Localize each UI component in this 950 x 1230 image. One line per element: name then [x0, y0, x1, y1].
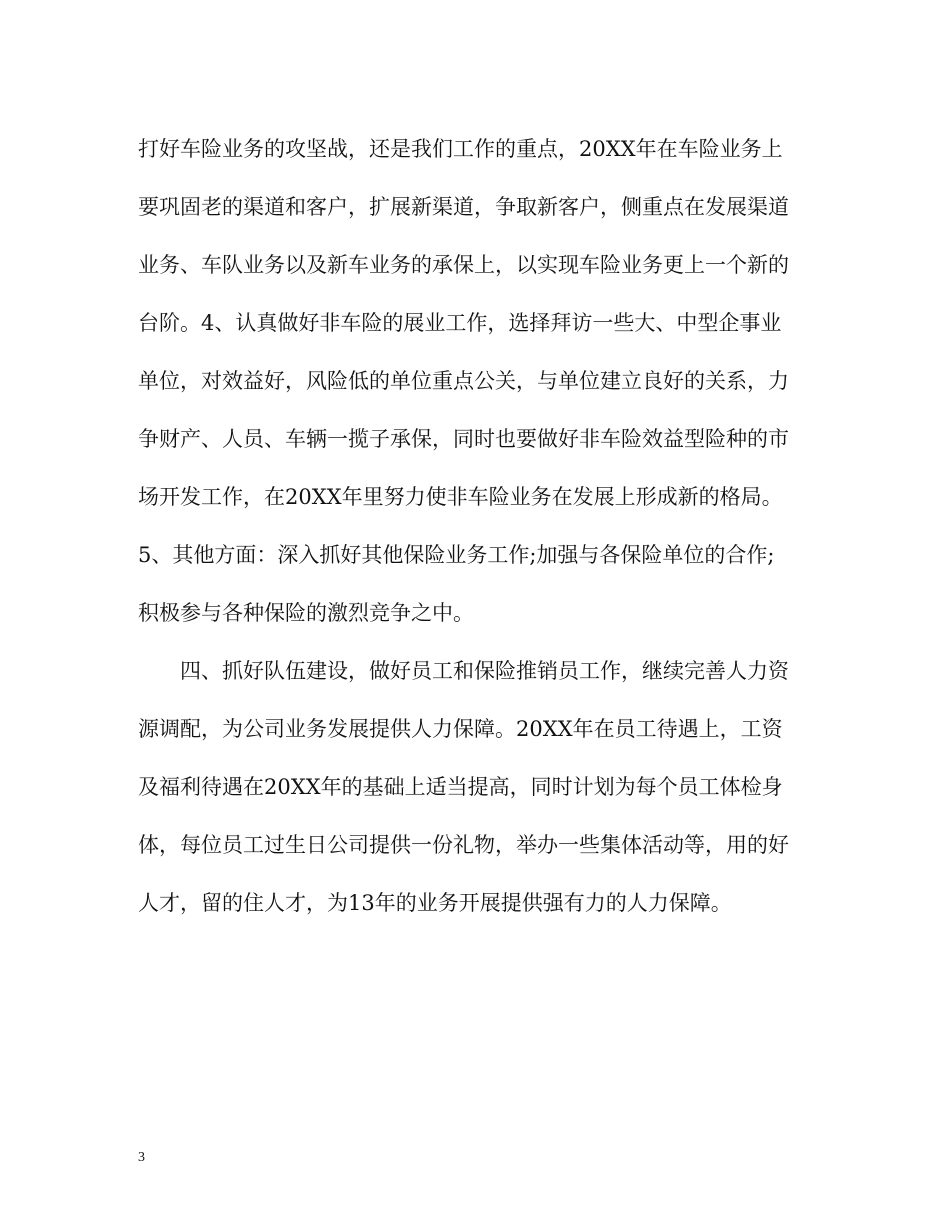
text-line: 场开发工作，在20XX年里努力使非车险业务在发展上形成新的格局。	[138, 485, 783, 509]
text-line: 人才，留的住人才，为13年的业务开展提供强有力的人力保障。	[138, 891, 732, 915]
text-line: 积极参与各种保险的激烈竞争之中。	[138, 601, 474, 625]
text-line: 体，每位员工过生日公司提供一份礼物，举办一些集体活动等，用的好	[138, 833, 789, 857]
body-text	[138, 120, 828, 932]
text-line: 单位，对效益好，风险低的单位重点公关，与单位建立良好的关系，力	[138, 369, 789, 393]
paragraph-start-line: 四、抓好队伍建设，做好员工和保险推销员工作，继续完善人力资	[180, 659, 789, 683]
text-line: 业务、车队业务以及新车业务的承保上，以实现车险业务更上一个新的	[138, 253, 789, 277]
text-line: 及福利待遇在20XX年的基础上适当提高，同时计划为每个员工体检身	[138, 775, 783, 799]
page-number: 3	[138, 1150, 145, 1165]
text-line: 打好车险业务的攻坚战，还是我们工作的重点，20XX年在车险业务上	[138, 137, 783, 161]
text-line: 台阶。4、认真做好非车险的展业工作，选择拜访一些大、中型企事业	[138, 311, 782, 335]
text-line: 要巩固老的渠道和客户，扩展新渠道，争取新客户，侧重点在发展渠道	[138, 195, 789, 219]
text-line: 源调配，为公司业务发展提供人力保障。20XX年在员工待遇上，工资	[138, 717, 783, 741]
text-line: 5、其他方面：深入抓好其他保险业务工作;加强与各保险单位的合作;	[138, 543, 775, 567]
text-line: 争财产、人员、车辆一揽子承保，同时也要做好非车险效益型险种的市	[138, 427, 789, 451]
